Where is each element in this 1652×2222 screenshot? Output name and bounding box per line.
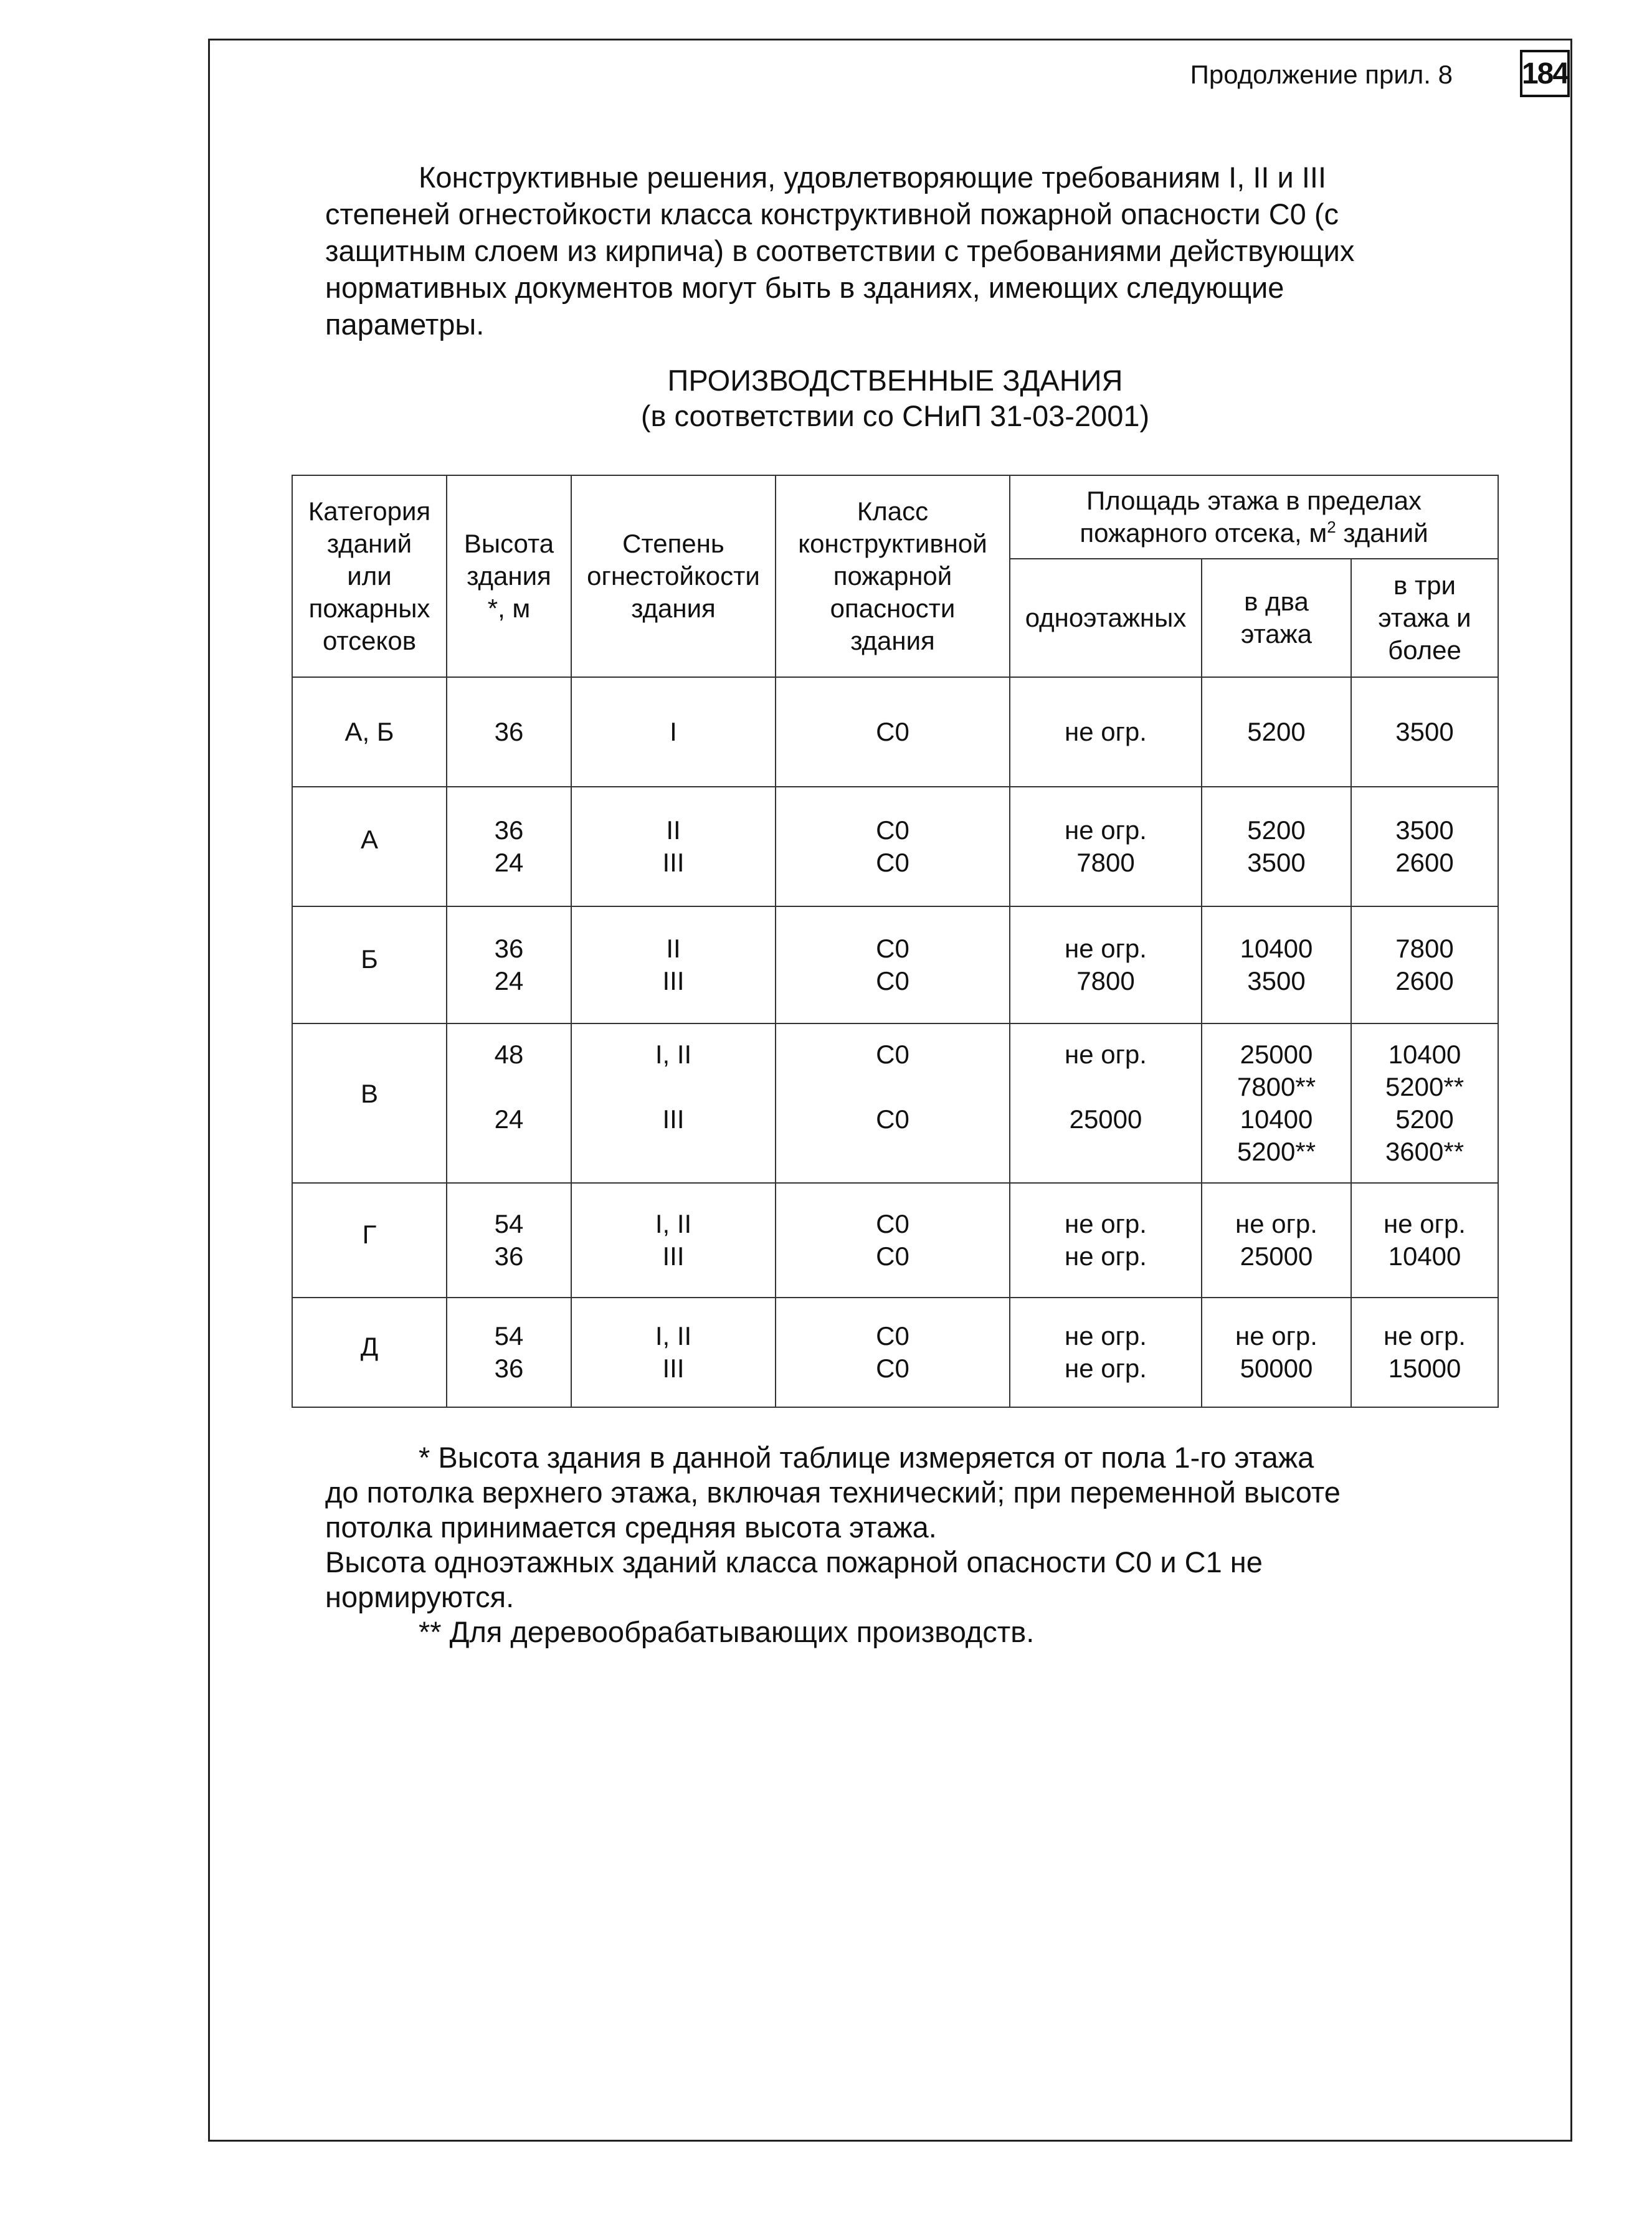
cell-category: Б [292, 906, 447, 1023]
table-header-row-1 [292, 475, 1498, 559]
cell-three: 7800 2600 [1351, 906, 1498, 1023]
table-row [292, 787, 1498, 906]
cell-three: 3500 [1351, 677, 1498, 787]
page-number: 184 [1520, 50, 1570, 97]
cell-height: 48 24 [447, 1023, 571, 1183]
cell-two: 5200 [1202, 677, 1351, 787]
footnote-line-2: до потолка верхнего этажа, включая технический; при переменной высоте [325, 1476, 1341, 1509]
table-row [292, 906, 1498, 1023]
intro-line-1: Конструктивные решения, удовлетворяющие требованиям I, II и III [419, 161, 1326, 194]
header-fire-resistance: Степень огнестойкости здания [571, 475, 776, 677]
header-height: Высота здания *, м [447, 475, 571, 677]
cell-single: не огр. [1010, 677, 1202, 787]
cell-three: 10400 5200** 5200 3600** [1351, 1023, 1498, 1183]
cell-degree: II III [571, 787, 776, 906]
header-area-group: Площадь этажа в пределах пожарного отсека, $м^2$ зданий [1010, 475, 1498, 559]
header-single-storey: одноэтажных [1010, 559, 1202, 677]
header-two-storey: в два этажа [1202, 559, 1351, 677]
intro-line-4: нормативных документов могут быть в зданиях, имеющих следующие [325, 271, 1284, 304]
footnote-line-5: нормируются. [325, 1580, 515, 1613]
cell-two: 5200 3500 [1202, 787, 1351, 906]
intro-line-2: степеней огнестойкости класса конструктивной пожарной опасности С0 (с [325, 197, 1339, 230]
footnote-line-1: * Высота здания в данной таблице измеряется от пола 1-го этажа [419, 1441, 1314, 1474]
table-row [292, 1183, 1498, 1298]
cell-category: Г [292, 1183, 447, 1298]
cell-category: В [292, 1023, 447, 1183]
cell-class: С0 С0 [776, 1298, 1010, 1407]
cell-height: 54 36 [447, 1298, 571, 1407]
header-fire-class: Класс конструктивной пожарной опасности здания [776, 475, 1010, 677]
cell-category: А, Б [292, 677, 447, 787]
cell-two: не огр. 50000 [1202, 1298, 1351, 1407]
cell-single: не огр. 25000 [1010, 1023, 1202, 1183]
header-category: Категория зданий или пожарных отсеков [292, 475, 447, 677]
cell-degree: I, II III [571, 1023, 776, 1183]
cell-class: С0 С0 [776, 1023, 1010, 1183]
intro-paragraph [325, 159, 1484, 343]
cell-two: 25000 7800** 10400 5200** [1202, 1023, 1351, 1183]
table-row [292, 1023, 1498, 1183]
footnote-line-3: потолка принимается средняя высота этажа. [325, 1511, 937, 1544]
cell-degree: I, II III [571, 1183, 776, 1298]
cell-height: 54 36 [447, 1183, 571, 1298]
cell-category: Д [292, 1298, 447, 1407]
cell-height: 36 24 [447, 787, 571, 906]
cell-two: 10400 3500 [1202, 906, 1351, 1023]
cell-three: 3500 2600 [1351, 787, 1498, 906]
cell-three: не огр. 10400 [1351, 1183, 1498, 1298]
cell-degree: II III [571, 906, 776, 1023]
footnote-line-6: ** Для деревообрабатывающих производств. [419, 1615, 1035, 1648]
table-row [292, 677, 1498, 787]
table-row [292, 1298, 1498, 1407]
cell-category: А [292, 787, 447, 906]
cell-single: не огр. 7800 [1010, 787, 1202, 906]
intro-line-5: параметры. [325, 308, 485, 341]
footnotes [325, 1440, 1484, 1650]
header-three-storey: в три этажа и более [1351, 559, 1498, 677]
cell-single: не огр. не огр. [1010, 1298, 1202, 1407]
cell-class: С0 С0 [776, 787, 1010, 906]
cell-height: 36 [447, 677, 571, 787]
cell-class: С0 С0 [776, 1183, 1010, 1298]
buildings-table [292, 475, 1499, 1408]
cell-class: С0 [776, 677, 1010, 787]
appendix-note: Продолжение прил. 8 [1190, 60, 1453, 89]
cell-two: не огр. 25000 [1202, 1183, 1351, 1298]
cell-degree: I [571, 677, 776, 787]
footnote-line-4: Высота одноэтажных зданий класса пожарной опасности С0 и С1 не [325, 1545, 1263, 1579]
table-title: ПРОИЗВОДСТВЕННЫЕ ЗДАНИЯ [667, 364, 1123, 397]
cell-degree: I, II III [571, 1298, 776, 1407]
intro-line-3: защитным слоем из кирпича) в соответствии с требованиями действующих [325, 234, 1355, 267]
cell-single: не огр. 7800 [1010, 906, 1202, 1023]
table-subtitle: (в соответствии со СНиП 31-03-2001) [640, 399, 1150, 432]
cell-class: С0 С0 [776, 906, 1010, 1023]
cell-height: 36 24 [447, 906, 571, 1023]
cell-three: не огр. 15000 [1351, 1298, 1498, 1407]
cell-single: не огр. не огр. [1010, 1183, 1202, 1298]
